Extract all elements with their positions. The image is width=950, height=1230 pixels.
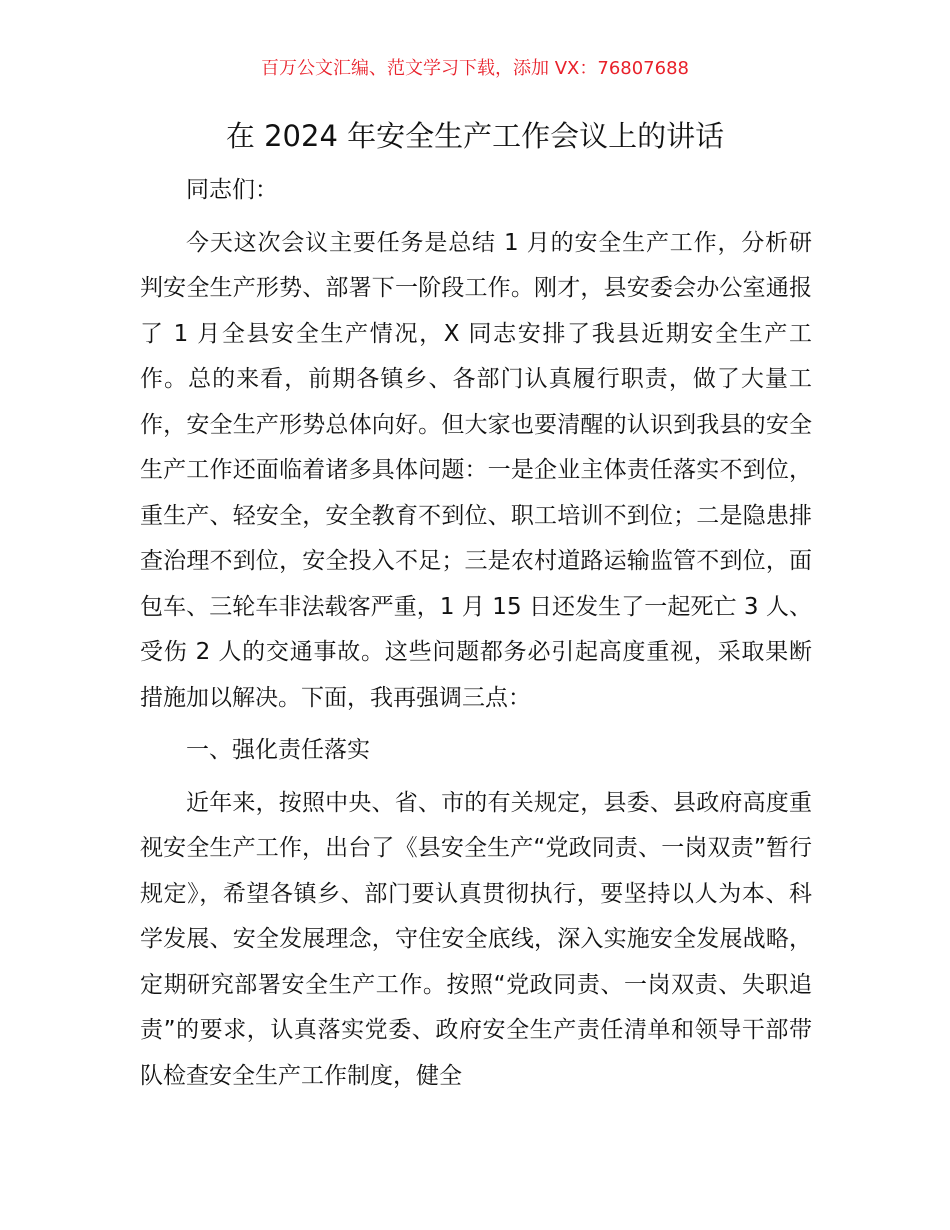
section-heading: 一、强化责任落实: [186, 737, 370, 763]
salutation: 同志们：: [186, 177, 278, 203]
header-watermark: 百万公文汇编、范文学习下载，添加 VX：76807688: [261, 58, 689, 79]
page-title: 在 2024 年安全生产工作会议上的讲话: [225, 119, 725, 153]
paragraph-intro: 今天这次会议主要任务是总结 1 月的安全生产工作，分析研判安全生产形势、部署下一阶段工作。刚才，县安委会办公室通报了 1 月全县安全生产情况，X 同志安排了我县近期安全生产工作。总的来看，前期各镇乡、各部门认真履行职责，做了大量工作，安全生产形势总体向好。但大家也要清醒的认识到我县的安全生产工作还面临着诸多具体问题：一是企业主体责任落实不到位，重生产、轻安全，安全教育不到位、职工培训不到位；二是隐患排查治理不到位，安全投入不足；三是农村道路运输监管不到位，面包车、三轮车非法载客严重，1 月 15 日还发生了一起死亡 3 人、受伤 2 人的交通事故。这些问题都务必引起高度重视，采取果断措施加以解决。下面，我再强调三点：: [140, 229, 812, 711]
paragraph-responsibility: 近年来，按照中央、省、市的有关规定，县委、县政府高度重视安全生产工作，出台了《县安全生产“党政同责、一岗双责”暂行规定》，希望各镇乡、部门要认真贯彻执行，要坚持以人为本、科学发展、安全发展理念，守住安全底线，深入实施安全发展战略，定期研究部署安全生产工作。按照“党政同责、一岗双责、失职追责”的要求，认真落实党委、政府安全生产责任清单和领导干部带队检查安全生产工作制度，健全: [140, 789, 812, 1089]
document-body: [140, 168, 812, 1099]
